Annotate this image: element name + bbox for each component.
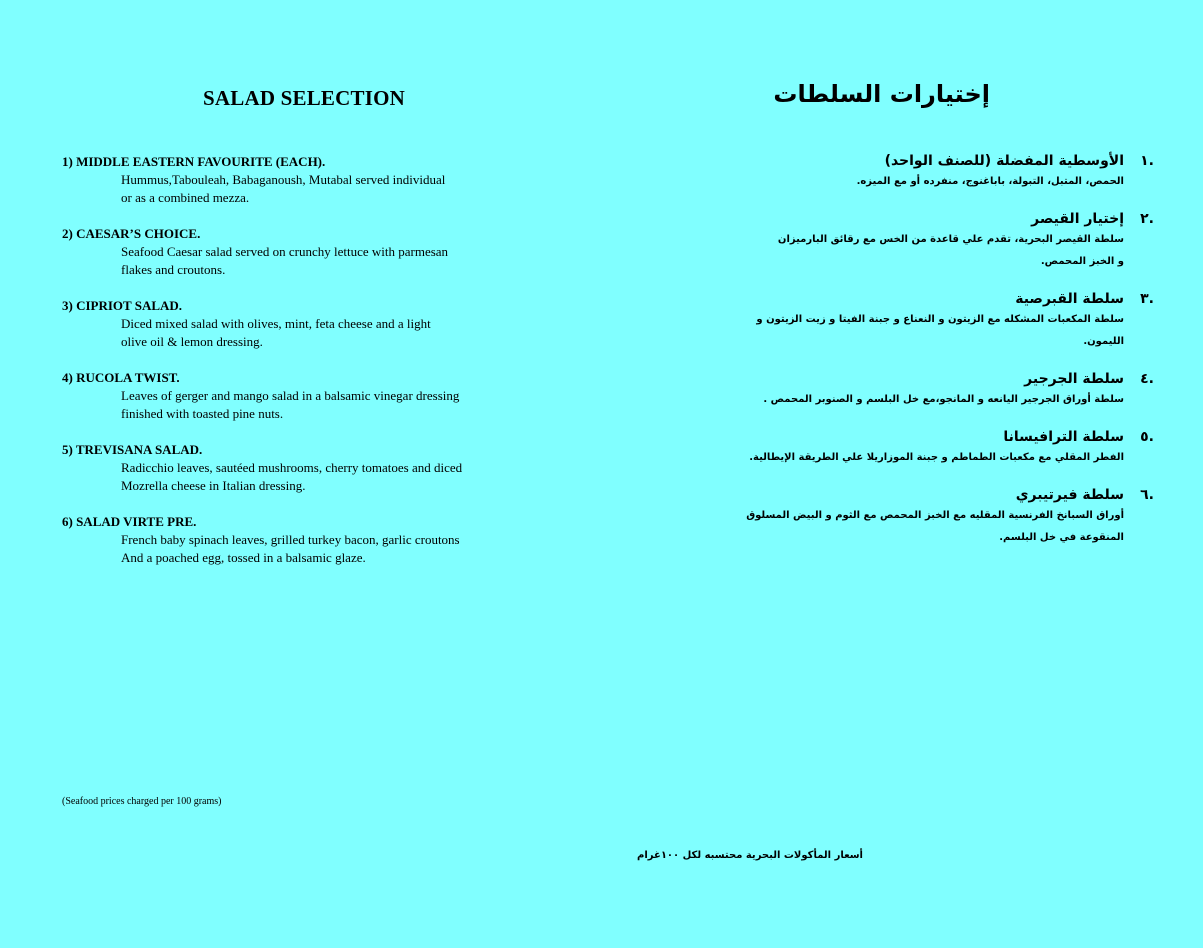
item-description: [62, 459, 471, 495]
description-line: Diced mixed salad with olives, mint, feta cheese and a light: [121, 316, 431, 331]
item-heading: [734, 369, 1154, 389]
list-item: [62, 225, 482, 297]
description-line: Seafood Caesar salad served on crunchy lettuce with parmesan: [121, 244, 449, 259]
description-line: And a poached egg, tossed in a balsamic glaze.: [121, 550, 366, 565]
item-heading: [734, 427, 1154, 447]
description-line: Mozrella cheese in Italian dressing.: [121, 478, 306, 493]
description-line: الحمص، المتبل، التبولة، باباغنوج، منفرده أو مع الميزه.: [856, 176, 1124, 187]
item-description: [62, 315, 471, 351]
item-description: [62, 171, 471, 207]
page-title: SALAD SELECTION: [203, 86, 405, 110]
description-line: الفطر المقلي مع مكعبات الطماطم و جبنة الموزاريلا علي الطريقة الإيطالية.: [749, 452, 1124, 463]
item-description: [744, 389, 1154, 411]
list-item: [62, 441, 482, 513]
list-item: [62, 297, 482, 369]
salad-list: [734, 151, 1154, 565]
description-line: Hummus,Tabouleah, Babaganoush, Mutabal served individual: [121, 172, 446, 187]
seafood-price-note: أسعار المأكولات البحرية محتسبه لكل ١٠٠غرام: [637, 850, 863, 861]
item-name: 3) CIPRIOT SALAD.: [62, 298, 183, 313]
item-name: الأوسطية المفضلة (للصنف الواحد): [884, 153, 1124, 169]
item-heading: [734, 151, 1154, 171]
item-description: [62, 243, 471, 279]
item-description: [62, 387, 471, 423]
seafood-price-note: (Seafood prices charged per 100 grams): [62, 796, 222, 807]
list-item: [734, 485, 1154, 549]
english-page: [0, 0, 600, 948]
item-number: .٣: [1140, 291, 1154, 307]
page-title: إختيارات السلطات: [773, 80, 990, 108]
item-name: 5) TREVISANA SALAD.: [62, 442, 203, 457]
description-line: flakes and croutons.: [121, 262, 226, 277]
item-name: سلطة الترافيسانا: [1003, 429, 1124, 445]
list-item: [62, 153, 482, 225]
list-item: [734, 209, 1154, 273]
description-line: Leaves of gerger and mango salad in a balsamic vinegar dressing: [121, 388, 460, 403]
item-name: 6) SALAD VIRTE PRE.: [62, 514, 197, 529]
item-description: [744, 309, 1154, 353]
item-description: [744, 171, 1154, 193]
description-line: Radicchio leaves, sautéed mushrooms, cherry tomatoes and diced: [121, 460, 463, 475]
list-item: [62, 369, 482, 441]
list-item: [734, 427, 1154, 469]
item-heading: [734, 209, 1154, 229]
list-item: [734, 369, 1154, 411]
item-description: [744, 505, 1154, 549]
description-line: سلطة القيصر البحرية، تقدم علي قاعدة من الخس مع رقائق البارميزان: [777, 234, 1124, 245]
item-heading: [734, 485, 1154, 505]
item-name: إختيار القيصر: [1031, 211, 1124, 227]
item-number: .٤: [1140, 371, 1154, 387]
description-line: olive oil & lemon dressing.: [121, 334, 263, 349]
item-description: [62, 531, 471, 567]
salad-list: [62, 153, 482, 585]
item-number: .١: [1140, 153, 1154, 169]
list-item: [62, 513, 482, 585]
item-name: 1) MIDDLE EASTERN FAVOURITE (EACH).: [62, 154, 326, 169]
item-description: [744, 229, 1154, 273]
item-description: [744, 447, 1154, 469]
item-number: .٥: [1140, 429, 1154, 445]
item-name: 2) CAESAR’S CHOICE.: [62, 226, 201, 241]
item-name: سلطة فيرتيبري: [1015, 487, 1124, 503]
item-number: .٦: [1140, 487, 1154, 503]
description-line: French baby spinach leaves, grilled turkey bacon, garlic croutons: [121, 532, 460, 547]
description-line: المنقوعة في خل البلسم.: [999, 532, 1124, 543]
item-name: 4) RUCOLA TWIST.: [62, 370, 180, 385]
description-line: or as a combined mezza.: [121, 190, 250, 205]
list-item: [734, 151, 1154, 193]
description-line: و الخبز المحمص.: [1040, 256, 1124, 267]
item-number: .٢: [1140, 211, 1154, 227]
description-line: finished with toasted pine nuts.: [121, 406, 284, 421]
item-name: سلطة الجرجير: [1024, 371, 1124, 387]
item-name: سلطة القبرصية: [1015, 291, 1124, 307]
arabic-page: [600, 0, 1203, 948]
description-line: أوراق السبانخ الفرنسية المقليه مع الخبز المحمص مع الثوم و البيض المسلوق: [746, 510, 1124, 521]
item-heading: [734, 289, 1154, 309]
list-item: [734, 289, 1154, 353]
description-line: سلطة المكعبات المشكله مع الزيتون و النعناع و جبنة الفيتا و زيت الزيتون و الليمون.: [756, 314, 1124, 347]
description-line: سلطة أوراق الجرجير اليانعه و المانجو،مع خل البلسم و الصنوبر المحمص .: [763, 394, 1124, 405]
